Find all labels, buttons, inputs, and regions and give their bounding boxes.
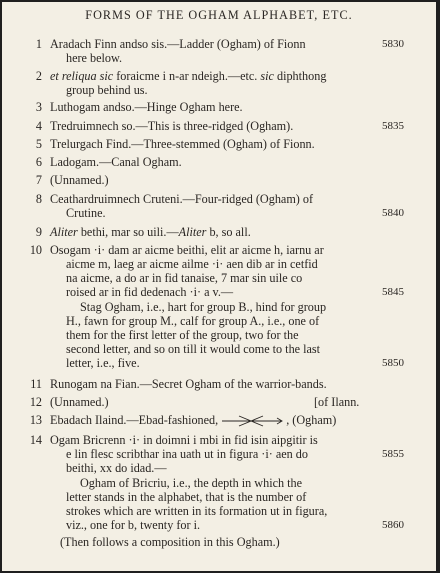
line-number: 5840 <box>382 207 404 219</box>
entry-number: 7 <box>35 173 42 187</box>
entry-text: Osogam ·i· dam ar aicme beithi, elit ar aicme h, iarnu ar <box>50 243 324 257</box>
entry-text: Trelurgach Find.—Three-stemmed (Ogham) of Fionn. <box>50 137 315 151</box>
entry-text: beithi, xx do idad.— <box>66 461 167 475</box>
entry-number: 11 <box>30 377 42 391</box>
entry-text: Ladogam.—Canal Ogham. <box>50 155 182 169</box>
entry-number: 3 <box>35 100 42 114</box>
entry-text: Runogam na Fian.—Secret Ogham of the warrior-bands. <box>50 377 327 391</box>
entry-text: Aradach Finn andso sis.—Ladder (Ogham) of Fionn <box>50 37 306 51</box>
entry-text: letter, i.e., five. <box>66 356 140 370</box>
entry-text: Ceathardruimnech Cruteni.—Four-ridged (Ogham) of <box>50 192 314 206</box>
entry-text: Ogam Bricrenn ·i· in doimni i mbi in fid isin aipgitir is <box>50 433 318 447</box>
entry-text: them for the first letter of the group, two for the <box>66 328 299 342</box>
entry-text: (Unnamed.) <box>50 395 109 409</box>
line-number: 5835 <box>382 120 404 132</box>
entry-number: 5 <box>35 137 42 151</box>
entry-number: 12 <box>29 395 42 409</box>
entry-text: Ebadach Ilaind.—Ebad-fashioned, , (Ogham) <box>50 413 337 427</box>
line-number: 5830 <box>382 38 404 50</box>
entry-number: 2 <box>35 69 42 83</box>
entry-text: second letter, and so on till it would come to the last <box>66 342 321 356</box>
entry-number: 6 <box>35 155 42 169</box>
ogham-figure-icon <box>221 415 283 427</box>
entry-text: H., fawn for group M., calf for group A., i.e., one of <box>66 314 320 328</box>
entry-text: e lin flesc scribthar ina uath ut in figura ·i· aen do <box>66 447 308 461</box>
page-title: FORMS OF THE OGHAM ALPHABET, ETC. <box>85 8 353 22</box>
entry-text: na aicme, a do ar in fid tanaise, 7 mar sin uile co <box>66 271 303 285</box>
entry-number: 8 <box>35 192 42 206</box>
entry-text: aicme m, laeg ar aicme ailme ·i· aen dib ar in cetfid <box>66 257 318 271</box>
line-number: 5855 <box>382 448 404 460</box>
entry-text: (Then follows a composition in this Ogham.) <box>60 535 280 549</box>
entry-text: Crutine. <box>66 206 106 220</box>
entry-number: 13 <box>29 413 42 427</box>
entry-text: [of Ilann. <box>314 395 360 409</box>
entry-text: Aliter bethi, mar so uili.—Aliter b, so all. <box>50 225 251 239</box>
line-number: 5845 <box>382 286 404 298</box>
entry-number: 10 <box>29 243 42 257</box>
book-page <box>2 2 436 571</box>
entry-text: (Unnamed.) <box>50 173 109 187</box>
entry-number: 1 <box>35 37 42 51</box>
entry-text: here below. <box>66 51 123 65</box>
entry-text: Tredruimnech so.—This is three-ridged (Ogham). <box>50 119 294 133</box>
entry-text: Stag Ogham, i.e., hart for group B., hind for group <box>80 300 327 314</box>
entry-text: Ogham of Bricriu, i.e., the depth in which the <box>80 476 303 490</box>
entry-number: 14 <box>29 433 42 447</box>
entry-number: 9 <box>35 225 42 239</box>
line-number: 5860 <box>382 519 404 531</box>
entry-number: 4 <box>35 119 42 133</box>
entry-text: roised ar in fid dedenach ·i· a v.— <box>66 285 234 299</box>
entry-text: et reliqua sic foraicme i n-ar ndeigh.—etc. sic diphthong <box>50 69 327 83</box>
entry-text: group behind us. <box>66 83 148 97</box>
entry-text: viz., one for b, twenty for i. <box>66 518 201 532</box>
entry-text: Luthogam andso.—Hinge Ogham here. <box>50 100 243 114</box>
entry-text: strokes which are written in its formation ut in figura, <box>66 504 328 518</box>
line-number: 5850 <box>382 357 404 369</box>
entry-text: letter stands in the alphabet, that is the number of <box>66 490 307 504</box>
